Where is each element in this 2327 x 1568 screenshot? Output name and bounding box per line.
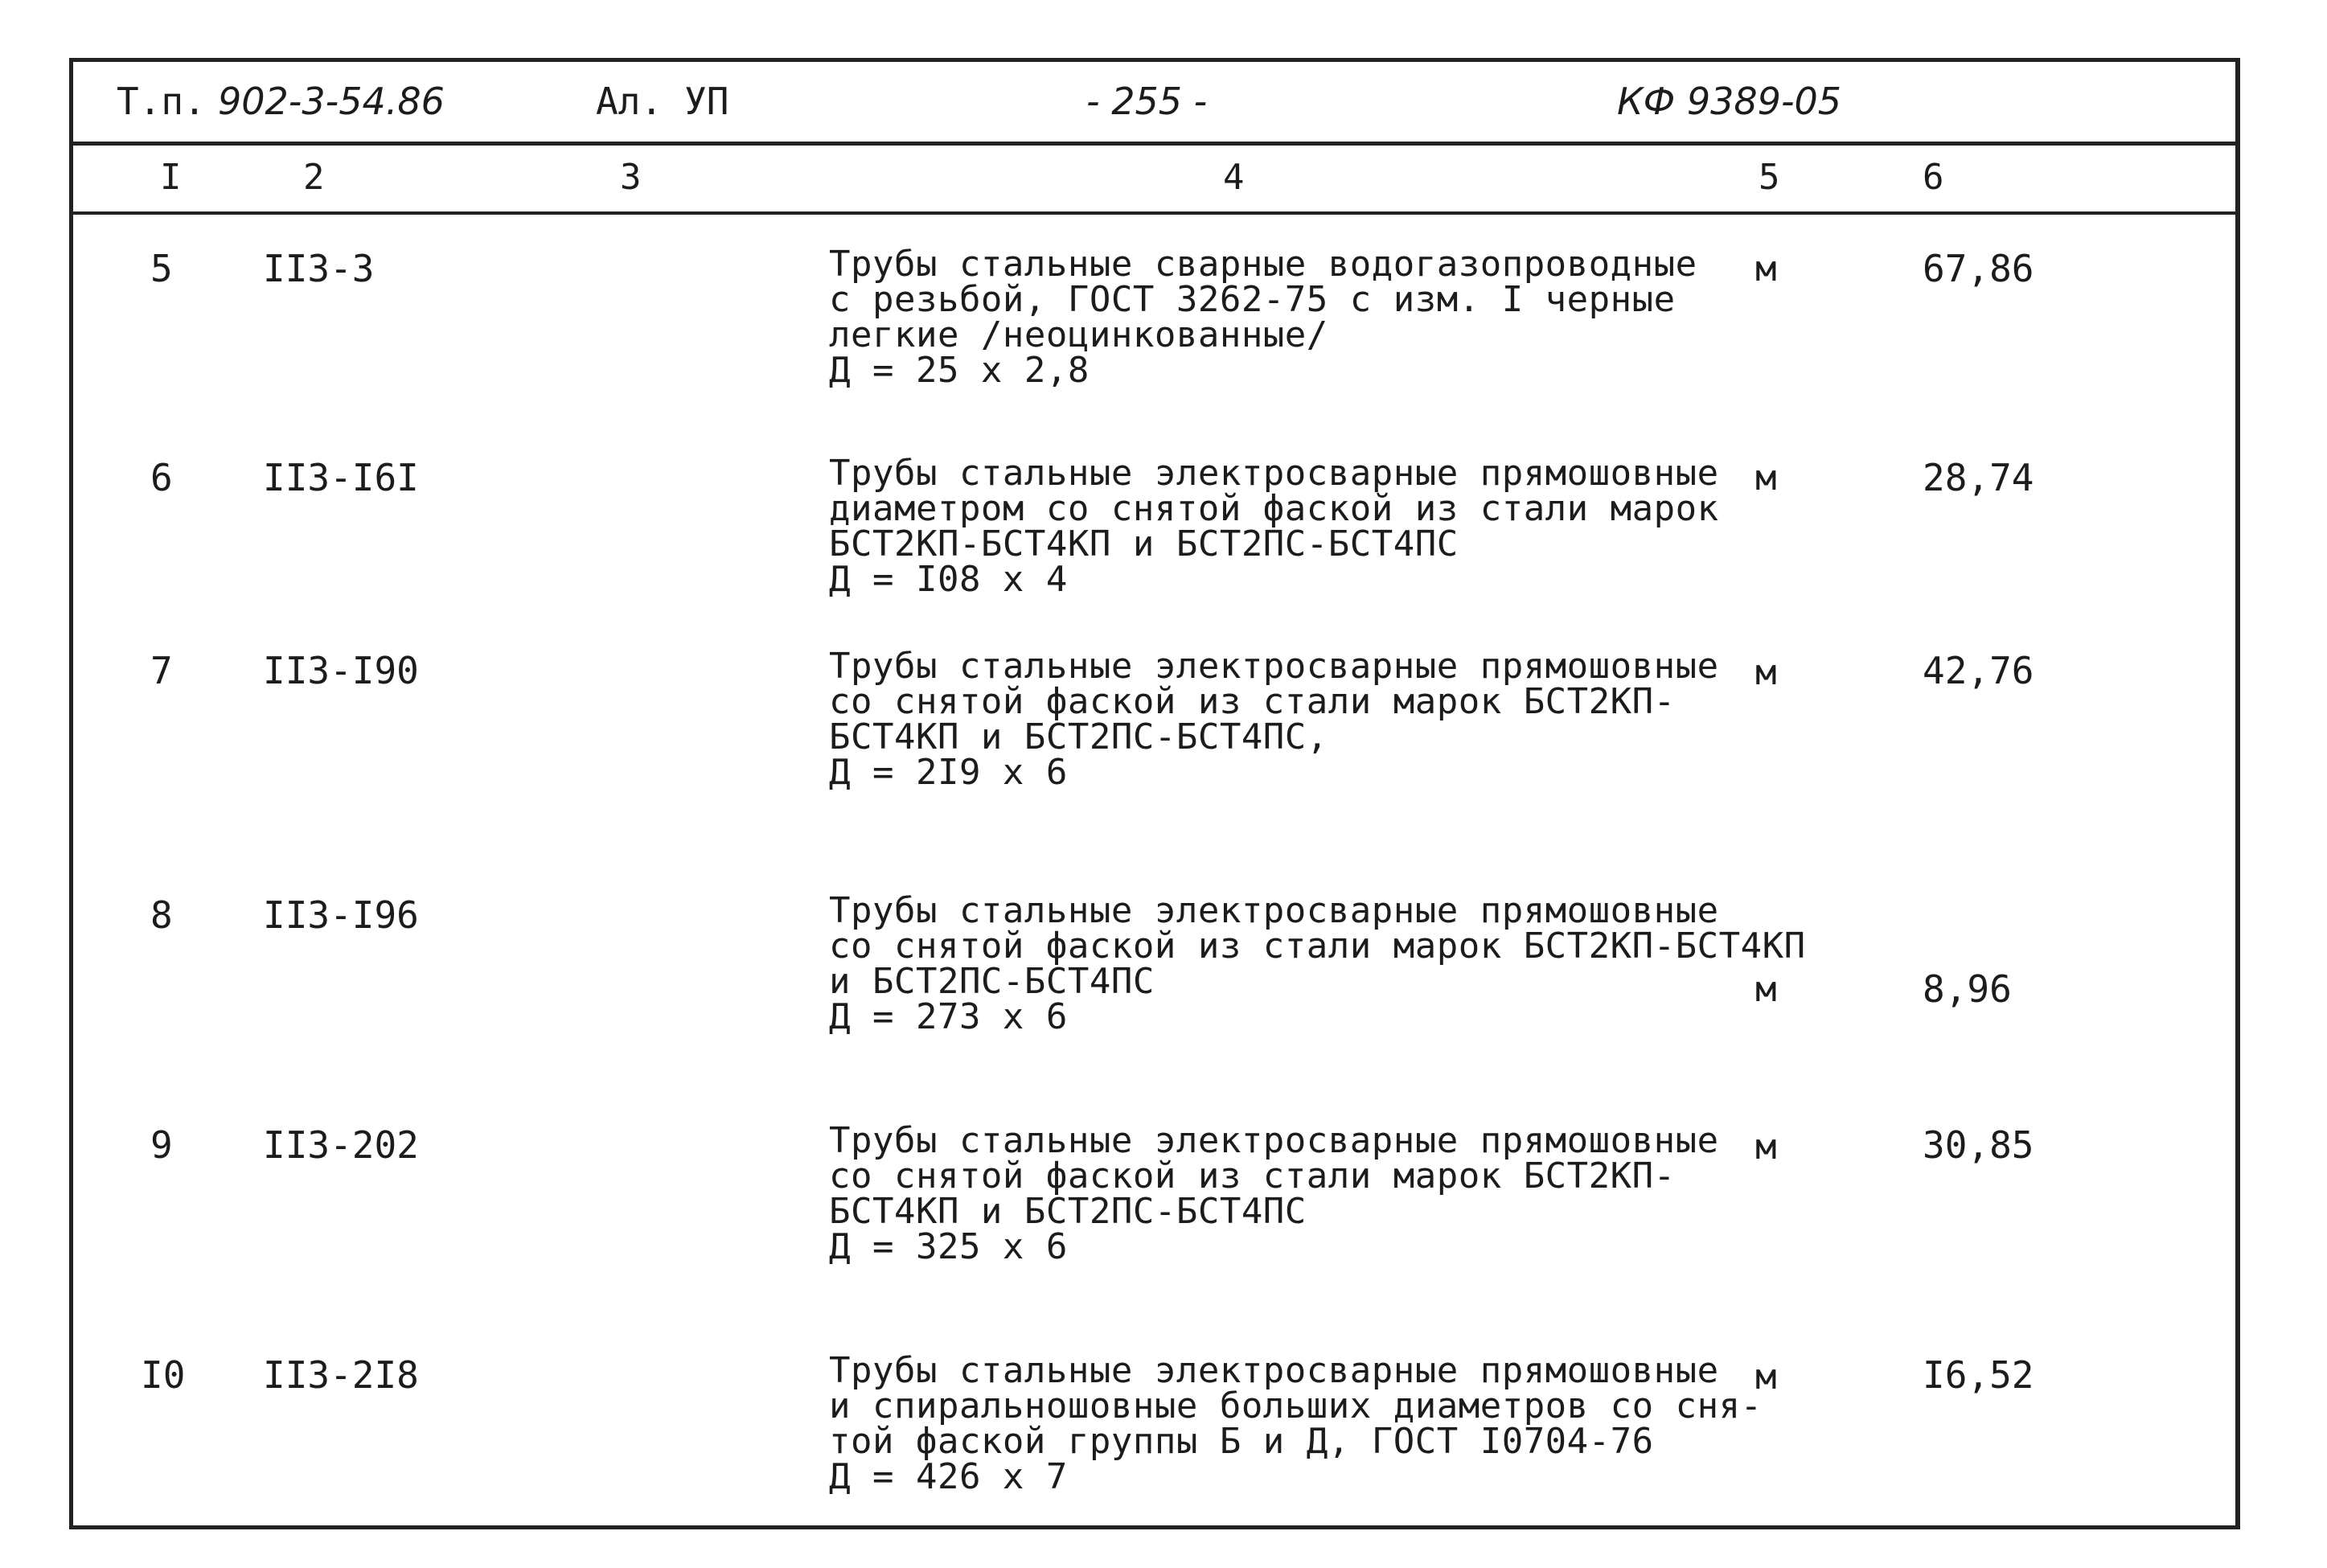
item-quantity: I6,52 [1923,1353,2034,1397]
item-code: II3-I96 [263,893,419,937]
description-line: легкие /неоцинкованные/ [829,314,1328,355]
column-header-5: 5 [1759,157,1780,198]
item-description [829,1120,1874,1267]
description-line: и спиральношовные больших диаметров со сня- [829,1385,1763,1426]
column-header-4: 4 [1223,157,1245,198]
item-code: II3-3 [263,247,375,290]
description-line: Трубы стальные электросварные прямошовные [829,1350,1719,1391]
item-description [829,1350,1874,1497]
description-line: Д = 273 х 6 [829,996,1068,1037]
item-code: II3-202 [263,1123,419,1167]
description-line: Д = 325 х 6 [829,1226,1068,1267]
page-number: - 255 - [1086,80,1208,123]
album-label: Ал. [596,80,663,123]
description-line: Д = 2I9 х 6 [829,752,1068,793]
column-header-6: 6 [1923,157,1944,198]
row-number: 7 [150,649,173,692]
item-unit: м [1755,652,1777,693]
document-frame [69,58,2240,1529]
description-line: Д = I08 х 4 [829,559,1068,600]
description-line: Трубы стальные электросварные прямошовные [829,646,1719,687]
document-stamp: КФ 9389-05 [1617,80,1842,123]
description-line: и БСТ2ПС-БСТ4ПС [829,961,1155,1002]
item-quantity: 42,76 [1923,649,2034,692]
tp-label: Т.п. [117,80,206,123]
item-unit: м [1755,248,1777,289]
item-unit: м [1755,969,1777,1010]
item-code: II3-2I8 [263,1353,419,1397]
item-unit: м [1755,458,1777,499]
row-number: 5 [150,247,173,290]
description-line: со снятой фаской из стали марок БСТ2КП- [829,681,1676,722]
item-description [829,453,1874,600]
description-line: БСТ2КП-БСТ4КП и БСТ2ПС-БСТ4ПС [829,523,1459,564]
description-line: Трубы стальные электросварные прямошовные [829,1120,1719,1161]
item-unit: м [1755,1127,1777,1168]
description-line: с резьбой, ГОСТ 3262-75 с изм. I черные [829,279,1676,320]
row-number: 8 [150,893,173,937]
description-line: со снятой фаской из стали марок БСТ2КП- [829,1155,1676,1197]
item-description [829,244,1874,391]
row-number: 9 [150,1123,173,1167]
description-line: Трубы стальные электросварные прямошовные [829,453,1719,494]
item-code: II3-I90 [263,649,419,692]
item-quantity: 30,85 [1923,1123,2034,1167]
item-quantity: 8,96 [1923,967,2012,1011]
sheet-header [73,62,2235,146]
item-quantity: 28,74 [1923,456,2034,499]
description-line: БСТ4КП и БСТ2ПС-БСТ4ПС [829,1191,1307,1232]
description-line: БСТ4КП и БСТ2ПС-БСТ4ПС, [829,716,1328,757]
album-number: УП [684,80,729,123]
description-line: Трубы стальные сварные водогазопроводные [829,244,1697,285]
column-header-1: I [160,157,182,198]
column-header-3: 3 [620,157,642,198]
row-number: I0 [141,1353,186,1397]
description-line: Трубы стальные электросварные прямошовные [829,890,1719,931]
description-line: Д = 25 х 2,8 [829,350,1090,391]
column-header-row [73,146,2235,215]
description-line: диаметром со снятой фаской из стали марок [829,488,1719,529]
column-header-2: 2 [303,157,325,198]
item-code: II3-I6I [263,456,419,499]
description-line: Д = 426 х 7 [829,1456,1068,1497]
row-number: 6 [150,456,173,499]
description-line: той фаской группы Б и Д, ГОСТ I0704-76 [829,1421,1654,1462]
item-description [829,646,1874,793]
item-unit: м [1755,1357,1777,1398]
item-description [829,890,1874,1037]
item-quantity: 67,86 [1923,247,2034,290]
description-line: со снятой фаской из стали марок БСТ2КП-БСТ4КП [829,926,1806,967]
tp-number: 902-3-54.86 [218,80,445,123]
